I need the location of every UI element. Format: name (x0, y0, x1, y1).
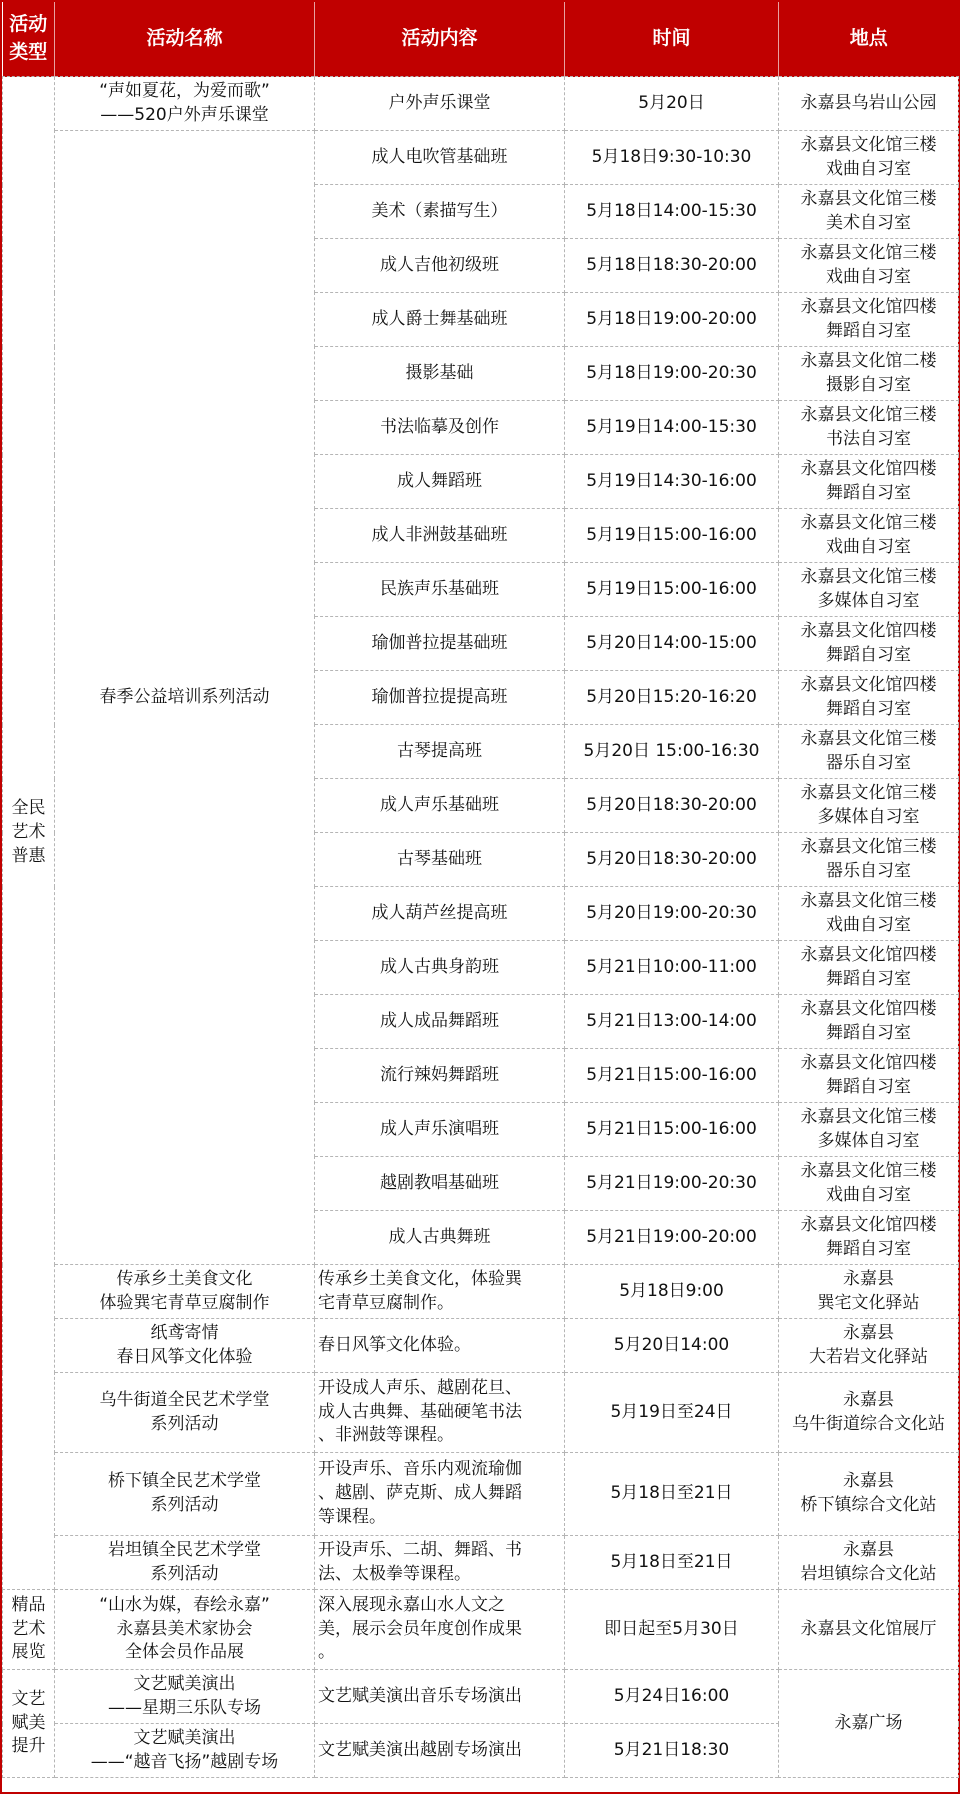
activity-place-cell: 永嘉县文化馆四楼 舞蹈自习室 (779, 671, 959, 725)
activity-content-cell: 开设声乐、音乐内观流瑜伽 、越剧、萨克斯、成人舞蹈 等课程。 (315, 1453, 565, 1536)
activity-time-cell: 5月20日14:00 (565, 1319, 779, 1373)
activity-name-cell: “山水为媒，春绘永嘉” 永嘉县美术家协会 全体会员作品展 (55, 1590, 315, 1670)
activity-place-cell: 永嘉县乌岩山公园 (779, 77, 959, 131)
activity-name-cell: 纸鸢寄情 春日风筝文化体验 (55, 1319, 315, 1373)
table-row (3, 1319, 959, 1373)
table-row (3, 77, 959, 131)
activity-content-cell: 流行辣妈舞蹈班 (315, 1049, 565, 1103)
activity-content-cell: 户外声乐课堂 (315, 77, 565, 131)
activity-content-cell: 成人成品舞蹈班 (315, 995, 565, 1049)
activity-time-cell: 5月19日14:00-15:30 (565, 401, 779, 455)
activity-content-cell: 文艺赋美演出越剧专场演出 (315, 1724, 565, 1778)
activity-time-cell: 5月20日 (565, 77, 779, 131)
table-row (3, 1265, 959, 1319)
activity-place-cell: 永嘉县文化馆三楼 戏曲自习室 (779, 1157, 959, 1211)
activity-place-cell: 永嘉县文化馆三楼 多媒体自习室 (779, 779, 959, 833)
activity-content-cell: 成人舞蹈班 (315, 455, 565, 509)
header-row (3, 2, 959, 77)
activity-place-cell: 永嘉县文化馆三楼 美术自习室 (779, 185, 959, 239)
activity-place-cell: 永嘉县文化馆四楼 舞蹈自习室 (779, 455, 959, 509)
activity-content-cell: 成人非洲鼓基础班 (315, 509, 565, 563)
table-row (3, 1453, 959, 1536)
activity-content-cell: 成人古典身韵班 (315, 941, 565, 995)
activity-content-cell: 瑜伽普拉提提高班 (315, 671, 565, 725)
category-cell: 文艺 赋美 提升 (3, 1670, 55, 1778)
activity-time-cell: 5月19日14:30-16:00 (565, 455, 779, 509)
activity-content-cell: 古琴提高班 (315, 725, 565, 779)
activity-time-cell: 5月20日15:20-16:20 (565, 671, 779, 725)
activity-content-cell: 瑜伽普拉提基础班 (315, 617, 565, 671)
activity-time-cell: 5月20日18:30-20:00 (565, 833, 779, 887)
table-row (3, 1373, 959, 1453)
activity-name-cell: 文艺赋美演出 ——星期三乐队专场 (55, 1670, 315, 1724)
activity-time-cell: 5月20日18:30-20:00 (565, 779, 779, 833)
activity-time-cell: 5月24日16:00 (565, 1670, 779, 1724)
activity-content-cell: 文艺赋美演出音乐专场演出 (315, 1670, 565, 1724)
activity-time-cell: 5月18日9:00 (565, 1265, 779, 1319)
activity-place-cell: 永嘉县 巽宅文化驿站 (779, 1265, 959, 1319)
activity-time-cell: 5月21日18:30 (565, 1724, 779, 1778)
activity-time-cell: 5月18日19:00-20:00 (565, 293, 779, 347)
activity-place-cell: 永嘉县文化馆三楼 书法自习室 (779, 401, 959, 455)
activity-time-cell: 5月18日9:30-10:30 (565, 131, 779, 185)
activity-place-cell: 永嘉县文化馆二楼 摄影自习室 (779, 347, 959, 401)
header-content: 活动内容 (315, 2, 565, 77)
activity-content-cell: 深入展现永嘉山水人文之 美，展示会员年度创作成果 。 (315, 1590, 565, 1670)
activity-content-cell: 古琴基础班 (315, 833, 565, 887)
activity-name-cell: 传承乡土美食文化 体验巽宅青草豆腐制作 (55, 1265, 315, 1319)
activity-time-cell: 5月21日19:00-20:30 (565, 1157, 779, 1211)
activity-name-cell: “声如夏花，为爱而歌” ——520户外声乐课堂 (55, 77, 315, 131)
activity-place-cell: 永嘉县文化馆三楼 戏曲自习室 (779, 131, 959, 185)
activity-content-cell: 越剧教唱基础班 (315, 1157, 565, 1211)
activity-place-cell: 永嘉县文化馆四楼 舞蹈自习室 (779, 293, 959, 347)
header-name: 活动名称 (55, 2, 315, 77)
header-type: 活动 类型 (3, 2, 55, 77)
activity-time-cell: 5月19日至24日 (565, 1373, 779, 1453)
activity-place-cell: 永嘉县文化馆展厅 (779, 1590, 959, 1670)
activity-place-cell: 永嘉县文化馆四楼 舞蹈自习室 (779, 1211, 959, 1265)
table-row (3, 131, 959, 185)
activity-time-cell: 5月21日10:00-11:00 (565, 941, 779, 995)
activity-content-cell: 成人声乐基础班 (315, 779, 565, 833)
activity-place-cell: 永嘉县文化馆三楼 戏曲自习室 (779, 239, 959, 293)
activity-time-cell: 5月18日18:30-20:00 (565, 239, 779, 293)
table-row (3, 1590, 959, 1670)
activity-content-cell: 摄影基础 (315, 347, 565, 401)
activity-content-cell: 成人爵士舞基础班 (315, 293, 565, 347)
activity-name-cell: 桥下镇全民艺术学堂 系列活动 (55, 1453, 315, 1536)
activity-time-cell: 5月21日19:00-20:00 (565, 1211, 779, 1265)
activity-place-cell: 永嘉县文化馆三楼 戏曲自习室 (779, 509, 959, 563)
activity-place-cell: 永嘉县 大若岩文化驿站 (779, 1319, 959, 1373)
activity-place-cell: 永嘉县文化馆三楼 多媒体自习室 (779, 563, 959, 617)
activity-place-cell: 永嘉县 桥下镇综合文化站 (779, 1453, 959, 1536)
activity-place-cell: 永嘉县文化馆四楼 舞蹈自习室 (779, 1049, 959, 1103)
table-row (3, 1536, 959, 1590)
activity-place-cell: 永嘉广场 (779, 1670, 959, 1778)
activity-time-cell: 即日起至5月30日 (565, 1590, 779, 1670)
activity-name-cell: 文艺赋美演出 ——“越音飞扬”越剧专场 (55, 1724, 315, 1778)
activity-content-cell: 美术（素描写生） (315, 185, 565, 239)
activity-place-cell: 永嘉县文化馆三楼 戏曲自习室 (779, 887, 959, 941)
activity-place-cell: 永嘉县文化馆三楼 器乐自习室 (779, 833, 959, 887)
activity-place-cell: 永嘉县 乌牛街道综合文化站 (779, 1373, 959, 1453)
header-place: 地点 (779, 2, 959, 77)
activity-content-cell: 成人吉他初级班 (315, 239, 565, 293)
activity-content-cell: 传承乡土美食文化，体验巽 宅青草豆腐制作。 (315, 1265, 565, 1319)
table-row (3, 1670, 959, 1724)
activity-content-cell: 开设声乐、二胡、舞蹈、书 法、太极拳等课程。 (315, 1536, 565, 1590)
activity-time-cell: 5月18日19:00-20:30 (565, 347, 779, 401)
activity-time-cell: 5月18日14:00-15:30 (565, 185, 779, 239)
activity-content-cell: 成人声乐演唱班 (315, 1103, 565, 1157)
header-time: 时间 (565, 2, 779, 77)
activity-name-cell: 岩坦镇全民艺术学堂 系列活动 (55, 1536, 315, 1590)
activity-content-cell: 成人古典舞班 (315, 1211, 565, 1265)
activity-content-cell: 成人葫芦丝提高班 (315, 887, 565, 941)
activity-place-cell: 永嘉县文化馆四楼 舞蹈自习室 (779, 995, 959, 1049)
activity-place-cell: 永嘉县文化馆四楼 舞蹈自习室 (779, 941, 959, 995)
activity-time-cell: 5月18日至21日 (565, 1536, 779, 1590)
activity-time-cell: 5月18日至21日 (565, 1453, 779, 1536)
category-cell: 全民 艺术 普惠 (3, 77, 55, 1590)
activity-content-cell: 开设成人声乐、越剧花旦、 成人古典舞、基础硬笔书法 、非洲鼓等课程。 (315, 1373, 565, 1453)
activity-place-cell: 永嘉县文化馆四楼 舞蹈自习室 (779, 617, 959, 671)
activity-time-cell: 5月19日15:00-16:00 (565, 509, 779, 563)
activity-name-cell: 春季公益培训系列活动 (55, 131, 315, 1265)
activity-content-cell: 书法临摹及创作 (315, 401, 565, 455)
activity-place-cell: 永嘉县文化馆三楼 多媒体自习室 (779, 1103, 959, 1157)
activity-time-cell: 5月21日15:00-16:00 (565, 1049, 779, 1103)
category-cell: 精品 艺术 展览 (3, 1590, 55, 1670)
activity-time-cell: 5月20日19:00-20:30 (565, 887, 779, 941)
activity-content-cell: 春日风筝文化体验。 (315, 1319, 565, 1373)
activity-content-cell: 民族声乐基础班 (315, 563, 565, 617)
activity-time-cell: 5月20日 15:00-16:30 (565, 725, 779, 779)
activity-time-cell: 5月20日14:00-15:00 (565, 617, 779, 671)
activity-table (2, 2, 959, 1778)
activity-place-cell: 永嘉县 岩坦镇综合文化站 (779, 1536, 959, 1590)
activity-name-cell: 乌牛街道全民艺术学堂 系列活动 (55, 1373, 315, 1453)
activity-time-cell: 5月21日13:00-14:00 (565, 995, 779, 1049)
activity-content-cell: 成人电吹管基础班 (315, 131, 565, 185)
activity-place-cell: 永嘉县文化馆三楼 器乐自习室 (779, 725, 959, 779)
activity-time-cell: 5月21日15:00-16:00 (565, 1103, 779, 1157)
activity-time-cell: 5月19日15:00-16:00 (565, 563, 779, 617)
